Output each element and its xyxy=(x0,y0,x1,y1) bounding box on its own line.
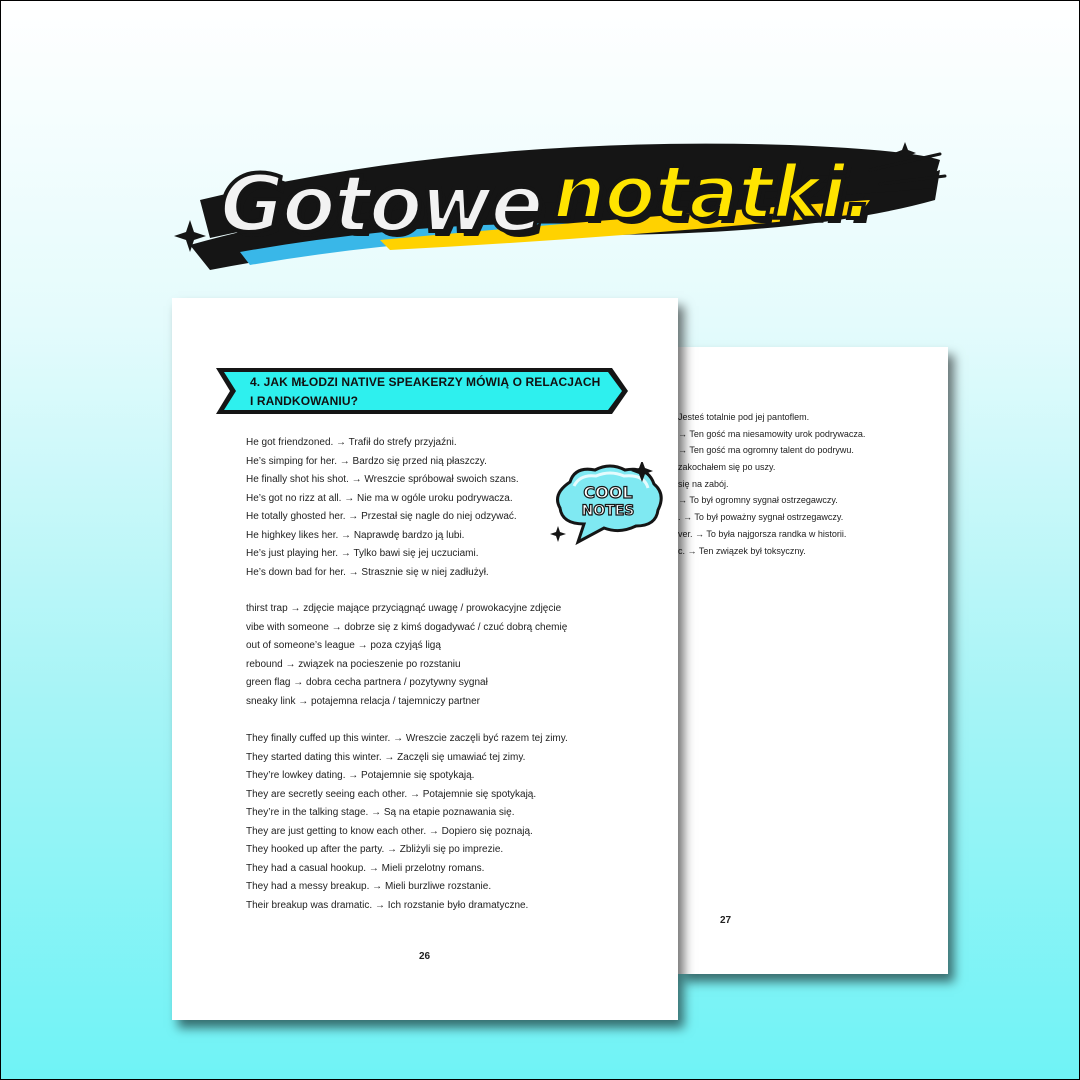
page-back-lines xyxy=(678,409,948,559)
page-back-line: zakochałem się po uszy. xyxy=(678,462,776,473)
list-item: He highkey likes her. → Naprawdę bardzo ją lubi. xyxy=(246,529,465,541)
page-back-line: → To był ogromny sygnał ostrzegawczy. xyxy=(678,495,838,506)
page-back-number: 27 xyxy=(720,915,732,926)
section-heading-banner xyxy=(216,368,628,414)
page-back-line: . → To był poważny sygnał ostrzegawczy. xyxy=(678,512,844,523)
page-back-line: ver. → To była najgorsza randka w historii. xyxy=(678,528,847,539)
logo-word-notatki: notatki. xyxy=(553,150,872,236)
list-item: sneaky link → potajemna relacja / tajemniczy partner xyxy=(246,695,480,707)
list-item: They finally cuffed up this winter. → Wreszcie zaczęli być razem tej zimy. xyxy=(246,733,568,744)
section-heading-line1: 4. JAK MŁODZI NATIVE SPEAKERZY MÓWIĄ O RELACJACH xyxy=(250,375,601,389)
list-item: Their breakup was dramatic. → Ich rozstanie było dramatyczne. xyxy=(246,899,529,911)
list-item: thirst trap → zdjęcie mające przyciągnąć uwagę / prowokacyjne zdjęcie xyxy=(246,603,562,614)
cool-notes-sticker xyxy=(550,462,668,548)
list-item: He finally shot his shot. → Wreszcie spróbował swoich szans. xyxy=(246,474,519,485)
dating-list xyxy=(246,730,568,915)
list-item: vibe with someone → dobrze się z kimś dogadywać / czuć dobrą chemię xyxy=(246,621,568,633)
logo-word-gotowe: Gotowe xyxy=(220,160,542,250)
page-front-number: 26 xyxy=(419,951,431,962)
page-back-line: się na zabój. xyxy=(678,478,729,489)
list-item: They had a messy breakup. → Mieli burzliwe rozstanie. xyxy=(246,881,492,892)
list-item: He got friendzoned. → Trafił do strefy przyjaźni. xyxy=(246,437,457,448)
page-back-line: → Ten gość ma niesamowity urok podrywacza. xyxy=(678,428,866,439)
list-item: They’re in the talking stage. → Są na etapie poznawania się. xyxy=(246,807,515,818)
section-heading xyxy=(250,373,622,411)
list-item: They’re lowkey dating. → Potajemnie się spotykają. xyxy=(246,770,475,781)
gotowe-notatki-logo xyxy=(170,140,950,290)
list-item: He’s simping for her. → Bardzo się przed nią płaszczy. xyxy=(246,455,487,467)
sticker-line2: NOTES xyxy=(581,503,635,519)
page-front xyxy=(172,298,678,1020)
list-item: He’s down bad for her. → Strasznie się w niej zadłużył. xyxy=(246,566,489,578)
list-item: He’s just playing her. → Tylko bawi się jej uczuciami. xyxy=(246,548,479,559)
list-item: They started dating this winter. → Zaczęli się umawiać tej zimy. xyxy=(246,751,526,763)
list-item: They are just getting to know each other. → Dopiero się poznają. xyxy=(246,825,533,837)
page-back xyxy=(678,347,948,974)
terms-list xyxy=(246,600,567,711)
list-item: green flag → dobra cecha partnera / pozytywny sygnał xyxy=(246,677,488,688)
sentences-list xyxy=(246,434,519,582)
list-item: They hooked up after the party. → Zbliżyli się po imprezie. xyxy=(246,844,504,855)
list-item: They are secretly seeing each other. → Potajemnie się spotykają. xyxy=(246,788,537,800)
sticker-line1: COOL xyxy=(583,483,633,502)
speech-bubble-icon xyxy=(550,462,668,548)
page-back-line: Jesteś totalnie pod jej pantoflem. xyxy=(678,412,810,422)
list-item: He totally ghosted her. → Przestał się nagle do niej odzywać. xyxy=(246,511,517,522)
section-heading-line2: I RANDKOWANIU? xyxy=(250,394,359,408)
list-item: They had a casual hookup. → Mieli przelotny romans. xyxy=(246,862,485,874)
list-item: He’s got no rizz at all. → Nie ma w ogóle uroku podrywacza. xyxy=(246,492,513,504)
list-item: out of someone’s league → poza czyjąś ligą xyxy=(246,640,441,651)
list-item: rebound → związek na pocieszenie po rozstaniu xyxy=(246,658,461,670)
page-back-line: c. → Ten związek był toksyczny. xyxy=(678,545,806,556)
page-back-line: → Ten gość ma ogromny talent do podrywu. xyxy=(678,445,854,456)
